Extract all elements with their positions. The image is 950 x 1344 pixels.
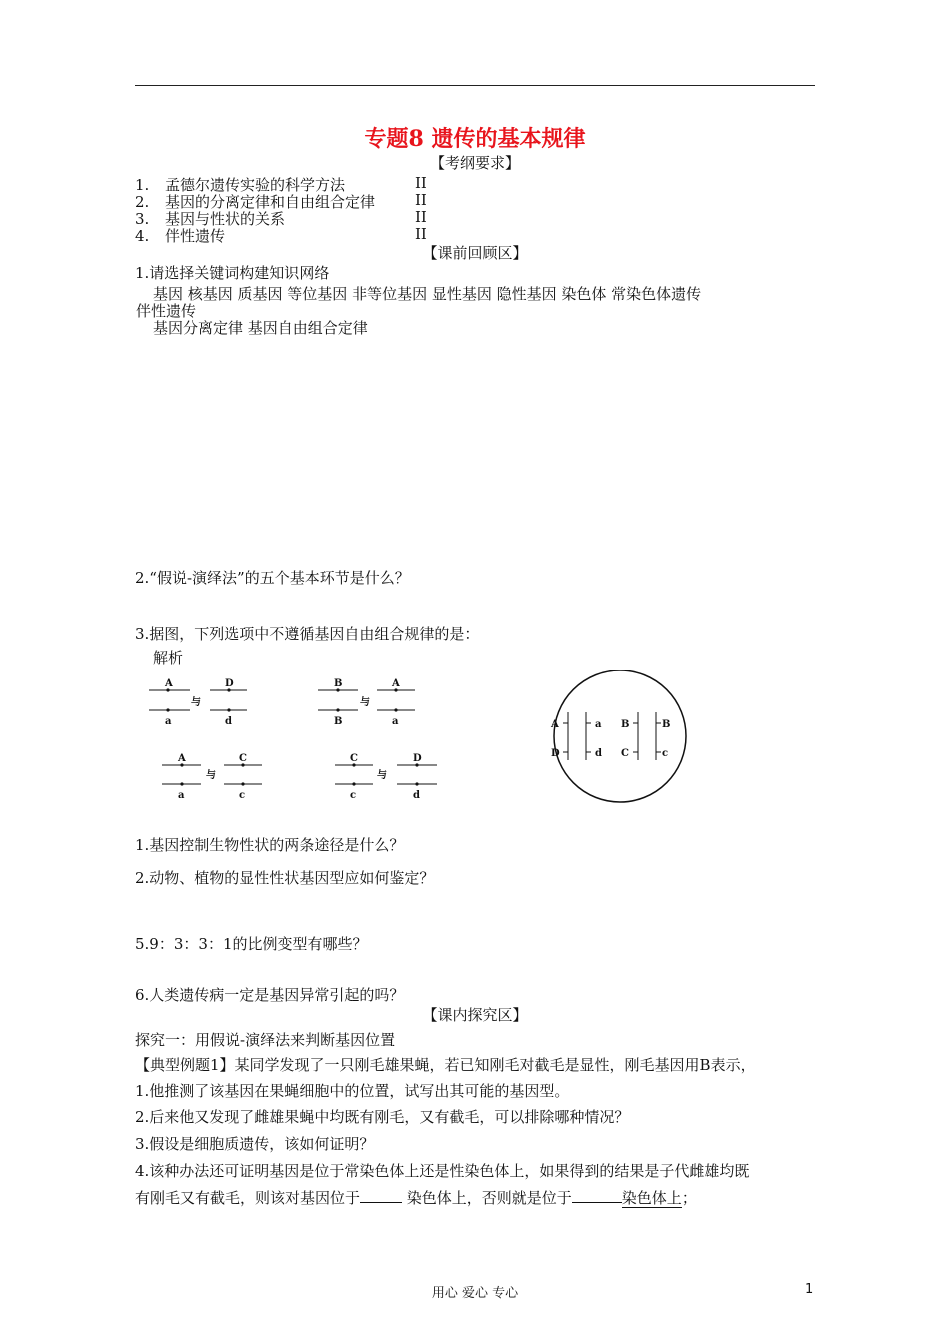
requirement-item: 4. 伴性遗传 II <box>135 225 427 245</box>
allele-label: d <box>413 790 420 801</box>
cell-label: B <box>621 719 630 730</box>
header-rule <box>135 85 815 86</box>
allele-label: D <box>413 753 422 764</box>
allele-label: a <box>178 790 185 801</box>
footer-text: 用心 爱心 专心 <box>431 1286 519 1301</box>
allele-label: d <box>225 716 232 727</box>
example-question-4: 4.该种办法还可证明基因是位于常染色体上还是性染色体上，如果得到的结果是子代雌雄均既 <box>135 1162 750 1180</box>
cell-label: C <box>621 748 629 759</box>
chromosome-pair-cd <box>335 753 437 801</box>
connector-label: 与 <box>191 697 201 708</box>
question-2: 2.“假说-演绎法”的五个基本环节是什么？ <box>135 569 410 587</box>
section-preview: 【课前回顾区】 <box>422 244 528 262</box>
connector-label: 与 <box>206 770 216 781</box>
chromosome-pair-ba <box>318 678 415 727</box>
allele-label: c <box>350 790 357 801</box>
allele-label: A <box>392 678 400 689</box>
question-5: 2.动物、植物的显性性状基因型应如何鉴定？ <box>135 869 435 887</box>
allele-label: A <box>165 678 173 689</box>
gene-chromosome-figure <box>140 670 700 810</box>
question-7: 6.人类遗传病一定是基因异常引起的吗？ <box>135 986 405 1004</box>
page-title: 专题8 遗传的基本规律 <box>364 126 586 152</box>
requirement-item: 2. 基因的分离定律和自由组合定律 II <box>135 191 427 211</box>
allele-label: B <box>334 716 343 727</box>
keyword-list-wrap: 伴性遗传 <box>136 302 197 320</box>
question-4: 1.基因控制生物性状的两条途径是什么？ <box>135 836 405 854</box>
chromosome-pair-ac <box>162 753 262 801</box>
keyword-list: 基因 核基因 质基因 等位基因 非等位基因 显性基因 隐性基因 染色体 常染色体遗传 <box>153 285 702 303</box>
question-1: 1.请选择关键词构建知识网络 <box>135 264 330 282</box>
keyword-list-2: 基因分离定律 基因自由组合定律 <box>153 319 368 337</box>
cell-diagram <box>550 670 686 802</box>
allele-label: a <box>165 716 172 727</box>
answer-blank-1[interactable] <box>360 1188 402 1203</box>
allele-label: C <box>350 753 358 764</box>
requirement-item: 3. 基因与性状的关系 II <box>135 208 427 228</box>
example-question-1: 1.他推测了该基因在果蝇细胞中的位置，试写出其可能的基因型。 <box>135 1082 570 1100</box>
cell-label: d <box>595 748 602 759</box>
page-number: 1 <box>805 1282 814 1297</box>
cell-label: A <box>551 719 559 730</box>
allele-label: A <box>178 753 186 764</box>
analysis-label: 解析 <box>153 649 184 667</box>
example-question-2: 2.后来他又发现了雌雄果蝇中均既有刚毛，又有截毛，可以排除哪种情况？ <box>135 1108 630 1126</box>
section-explore: 【课内探究区】 <box>422 1006 528 1024</box>
example-question-4-cont: 有刚毛又有截毛，则该对基因位于 染色体上，否则就是位于 染色体上； <box>135 1189 697 1207</box>
connector-label: 与 <box>377 770 387 781</box>
example-question-3: 3.假设是细胞质遗传，该如何证明？ <box>135 1135 375 1153</box>
connector-label: 与 <box>360 697 370 708</box>
example-problem: 【典型例题1】某同学发现了一只刚毛雄果蝇，若已知刚毛对截毛是显性，刚毛基因用B表示， <box>135 1056 756 1074</box>
question-3: 3.据图，下列选项中不遵循基因自由组合规律的是： <box>135 625 480 643</box>
explore-heading: 探究一：用假说-演绎法来判断基因位置 <box>135 1031 396 1049</box>
allele-label: C <box>239 753 247 764</box>
section-requirements: 【考纲要求】 <box>429 154 520 172</box>
allele-label: c <box>239 790 246 801</box>
cell-label: a <box>595 719 602 730</box>
requirement-item: 1. 孟德尔遗传实验的科学方法 II <box>135 174 427 194</box>
allele-label: a <box>392 716 399 727</box>
answer-blank-2[interactable] <box>572 1188 622 1203</box>
question-6: 5.9：3：3：1的比例变型有哪些？ <box>135 935 368 953</box>
cell-label: c <box>662 748 669 759</box>
allele-label: B <box>334 678 343 689</box>
cell-label: D <box>551 748 560 759</box>
allele-label: D <box>225 678 234 689</box>
chromosome-pair-ad <box>149 678 247 727</box>
cell-label: B <box>662 719 671 730</box>
